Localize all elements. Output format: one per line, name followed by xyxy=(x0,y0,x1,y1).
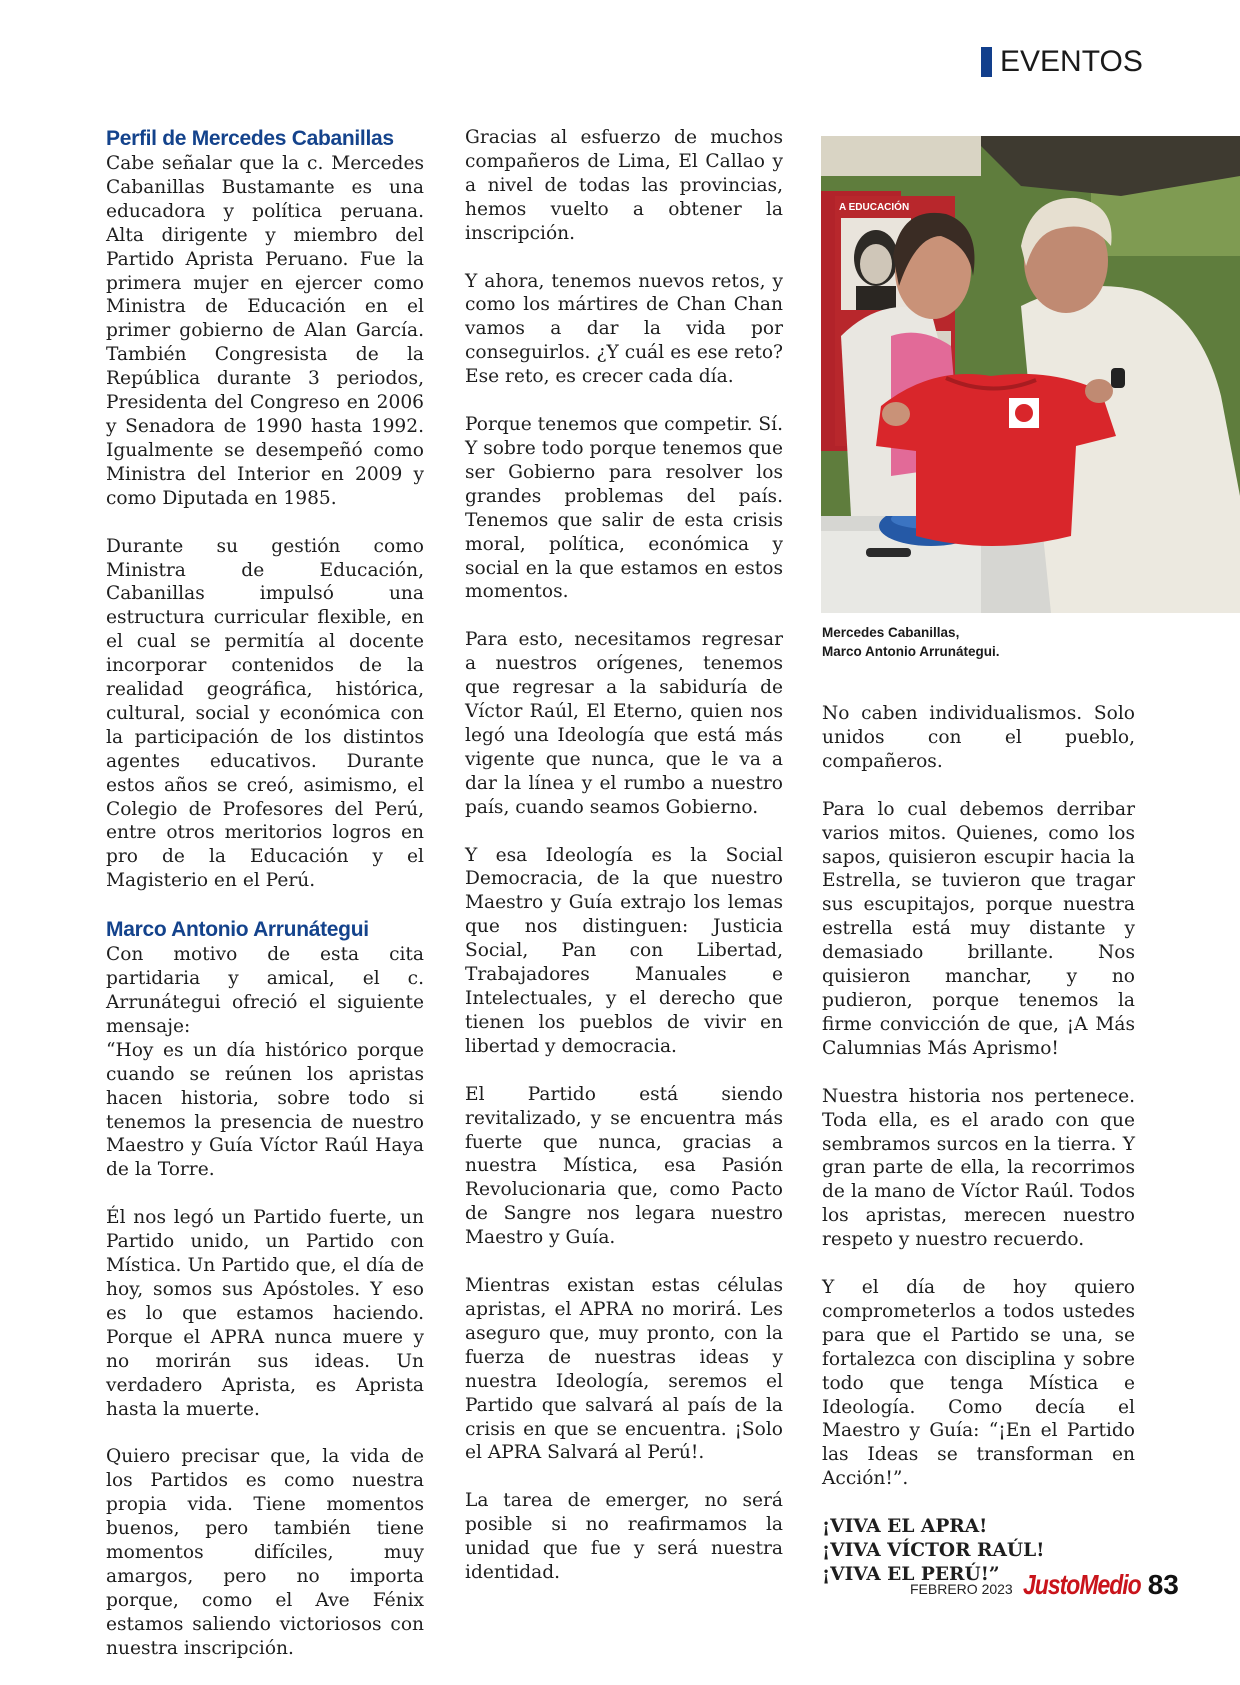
closing-cheer: ¡VIVA EL APRA! xyxy=(822,1516,988,1538)
issue-date: FEBRERO 2023 xyxy=(910,1581,1013,1597)
caption-line: Mercedes Cabanillas, xyxy=(822,625,960,640)
paragraph: El Partido está siendo revitalizado, y se encuentra más fuerte que nunca, gracias a nuestra Mística, esa Pasión Revolucionaria que, como Pacto de Sangre nos legara nuestro Maestro y Guía. xyxy=(465,1083,783,1249)
paragraph: Y ahora, tenemos nuevos retos, y como los mártires de Chan Chan vamos a dar la vida por conseguirlos. ¿Y cuál es ese reto? Ese reto, es crecer cada día. xyxy=(465,270,783,388)
column-2 xyxy=(465,126,783,1609)
closing-cheer: ¡VIVA EL PERÚ!” xyxy=(822,1564,1000,1586)
heading-arrunategui: Marco Antonio Arrunátegui xyxy=(106,918,369,942)
column-1 xyxy=(106,126,424,1685)
paragraph: Mientras existan estas células apristas, el APRA no morirá. Les aseguro que, muy pronto, con la fuerza de nuestras ideas y nuestra Ideología, seremos el Partido que salvará al país de la crisis en que se encuentra. ¡Solo el APRA Salvará al Perú!. xyxy=(465,1275,783,1464)
page-number: 83 xyxy=(1147,1569,1179,1600)
photo-caption xyxy=(822,623,1142,661)
poster-text: A EDUCACIÓN xyxy=(839,202,910,213)
paragraph: Y el día de hoy quiero comprometerlos a todos ustedes para que el Partido se una, se fortalezca con disciplina y sobre todo que tenga Mística e Ideología. Como decía el Maestro y Guía: “¡En el Partido las Ideas se transforman en Acción!”. xyxy=(822,1277,1135,1490)
paragraph: Para lo cual debemos derribar varios mitos. Quienes, como los sapos, quisieron escupir hacia la Estrella, se tuvieron que tragar sus escupitajos, porque nuestra estrella está muy distante y demasiado brillante. Nos quisieron manchar, y no pudieron, porque tenemos la firme convicción de que, ¡A Más Calumnias Más Aprismo! xyxy=(822,798,1135,1059)
paragraph: La tarea de emerger, no será posible si no reafirmamos la unidad que fue y será nuestra identidad. xyxy=(465,1490,783,1584)
paragraph: Nuestra historia nos pertenece. Toda ella, es el arado con que sembramos surcos en la tierra. Y gran parte de ella, la recorrimos de la mano de Víctor Raúl. Todos los apristas, merecen nuestro respeto y nuestro recuerdo. xyxy=(822,1085,1135,1251)
paragraph: Con motivo de esta cita partidaria y amical, el c. Arrunátegui ofreció el siguiente mensaje: xyxy=(106,944,424,1037)
paragraph: Quiero precisar que, la vida de los Partidos es como nuestra propia vida. Tiene momentos buenos, pero también tiene momentos difíciles, muy amargos, pero no importa porque, como el Ave Fénix estamos saliendo victoriosos con nuestra inscripción. xyxy=(106,1446,424,1659)
magazine-logo: JustoMedio xyxy=(1022,1569,1141,1600)
paragraph: Gracias al esfuerzo de muchos compañeros de Lima, El Callao y a nivel de todas las provincias, hemos vuelto a obtener la inscripción. xyxy=(465,127,783,244)
paragraph: Cabe señalar que la c. Mercedes Cabanillas Bustamante es una educadora y política peruana. Alta dirigente y miembro del Partido Aprista Peruano. Fue la primera mujer en ejercer como Ministra de Educación en el primer gobierno de Alan García. También Congresista de la República durante 3 periodos, Presidenta del Congreso en 2006 y Senadora de 1990 hasta 1992. Igualmente se desempeñó como Ministra del Interior en 2009 y como Diputada en 1985. xyxy=(106,153,424,509)
column-3 xyxy=(822,702,1135,1587)
section-title: EVENTOS xyxy=(1000,45,1143,78)
paragraph: No caben individualismos. Solo unidos con el pueblo, compañeros. xyxy=(822,703,1135,772)
photo-illustration xyxy=(821,136,1240,613)
paragraph: Durante su gestión como Ministra de Educación, Cabanillas impulsó una estructura curricular flexible, en el cual se permitía al docente incorporar contenidos de la realidad geográfica, histórica, cultural, social y económica con la participación de los distintos agentes educativos. Durante estos años se creó, asimismo, el Colegio de Profesores del Perú, entre otros meritorios logros en pro de la Educación y el Magisterio en el Perú. xyxy=(106,535,424,892)
closing-cheer: ¡VIVA VÍCTOR RAÚL! xyxy=(822,1540,1045,1562)
paragraph: Para esto, necesitamos regresar a nuestros orígenes, tenemos que regresar a la sabiduría de Víctor Raúl, El Eterno, quien nos legó una Ideología que está más vigente que nunca, que le va a dar la línea y el rumbo a nuestro país, cuando seamos Gobierno. xyxy=(465,629,783,818)
paragraph: Porque tenemos que competir. Sí. Y sobre todo porque tenemos que ser Gobierno para resolver los grandes problemas del país. Tenemos que salir de esta crisis moral, política, económica y social en la que estamos en estos momentos. xyxy=(465,414,783,603)
caption-line: Marco Antonio Arrunátegui. xyxy=(822,644,1000,659)
heading-cabanillas: Perfil de Mercedes Cabanillas xyxy=(106,127,394,150)
section-label xyxy=(981,44,1143,80)
paragraph: Y esa Ideología es la Social Democracia, de la que nuestro Maestro y Guía extrajo los lemas que nos distinguen: Justicia Social, Pan con Libertad, Trabajadores Manuales e Intelectuales, y el derecho que tienen los pueblos de vivir en libertad y democracia. xyxy=(465,844,783,1057)
section-bar xyxy=(981,47,992,77)
paragraph: “Hoy es un día histórico porque cuando se reúnen los apristas hacen historia, sobre todo si tenemos la presencia de nuestro Maestro y Guía Víctor Raúl Haya de la Torre. xyxy=(106,1039,424,1181)
paragraph: Él nos legó un Partido fuerte, un Partido unido, un Partido con Mística. Un Partido que, el día de hoy, somos sus Apóstoles. Y eso es lo que estamos haciendo. Porque el APRA nunca muere y no morirán sus ideas. Un verdadero Aprista, es Aprista hasta la muerte. xyxy=(106,1207,424,1420)
page-footer xyxy=(910,1569,1179,1609)
event-photo xyxy=(821,136,1240,613)
